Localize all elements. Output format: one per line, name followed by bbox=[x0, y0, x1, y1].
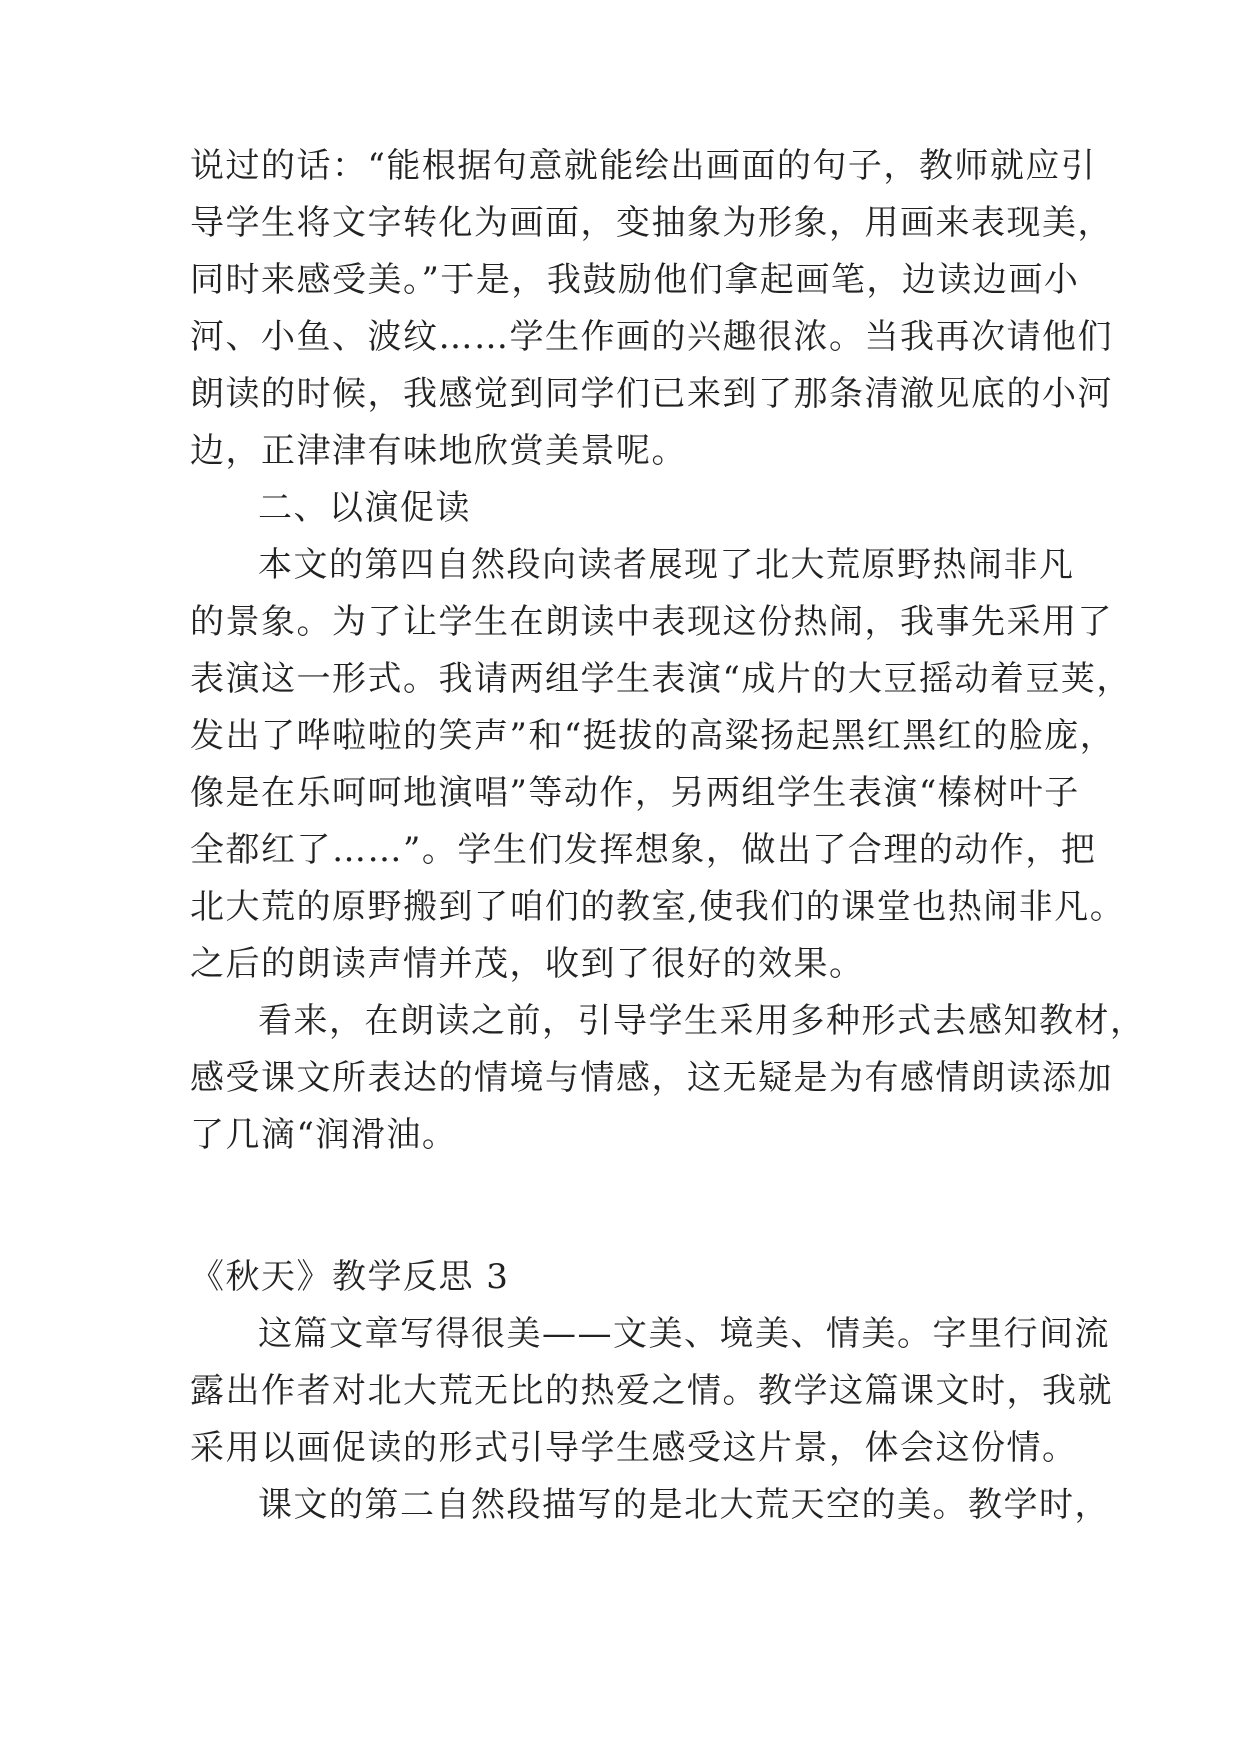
paragraph-line: 了几滴“润滑油。 bbox=[190, 1115, 458, 1155]
paragraph-line: 发出了哗啦啦的笑声”和“挺拔的高粱扬起黑红黑红的脸庞， bbox=[190, 716, 1116, 756]
paragraph-line: 边，正津津有味地欣赏美景呢。 bbox=[190, 431, 687, 471]
paragraph-line: 感受课文所表达的情境与情感，这无疑是为有感情朗读添加 bbox=[190, 1058, 1113, 1098]
paragraph-line: 北大荒的原野搬到了咱们的教室,使我们的课堂也热闹非凡。 bbox=[190, 887, 1126, 927]
paragraph-line: 这篇文章写得很美——文美、境美、情美。字里行间流 bbox=[258, 1314, 1110, 1354]
section-2 bbox=[190, 1249, 1113, 1534]
paragraph-line: 看来，在朗读之前，引导学生采用多种形式去感知教材， bbox=[258, 1001, 1146, 1041]
paragraph-line: 露出作者对北大荒无比的热爱之情。教学这篇课文时，我就 bbox=[190, 1371, 1113, 1411]
paragraph-line: 的景象。为了让学生在朗读中表现这份热闹，我事先采用了 bbox=[190, 602, 1113, 642]
paragraph-line: 导学生将文字转化为画面，变抽象为形象，用画来表现美， bbox=[190, 203, 1113, 243]
section-title: 《秋天》教学反思 3 bbox=[190, 1257, 510, 1297]
paragraph-line: 说过的话：“能根据句意就能绘出画面的句子，教师就应引 bbox=[190, 146, 1097, 186]
paragraph-line: 课文的第二自然段描写的是北大荒天空的美。教学时， bbox=[258, 1485, 1110, 1525]
paragraph-line: 像是在乐呵呵地演唱”等动作，另两组学生表演“榛树叶子 bbox=[190, 773, 1080, 813]
paragraph-line: 河、小鱼、波纹……学生作画的兴趣很浓。当我再次请他们 bbox=[190, 317, 1113, 357]
section-1-body bbox=[190, 138, 1146, 1164]
subheading-perform-reading: 二、以演促读 bbox=[258, 488, 471, 528]
paragraph-line: 表演这一形式。我请两组学生表演“成片的大豆摇动着豆荚， bbox=[190, 659, 1132, 699]
paragraph-line: 采用以画促读的形式引导学生感受这片景，体会这份情。 bbox=[190, 1428, 1078, 1468]
paragraph-line: 本文的第四自然段向读者展现了北大荒原野热闹非凡 bbox=[258, 545, 1075, 585]
paragraph-line: 之后的朗读声情并茂，收到了很好的效果。 bbox=[190, 944, 865, 984]
paragraph-line: 朗读的时候，我感觉到同学们已来到了那条清澈见底的小河 bbox=[190, 374, 1113, 414]
paragraph-line: 同时来感受美。”于是，我鼓励他们拿起画笔，边读边画小 bbox=[190, 260, 1080, 300]
paragraph-line: 全都红了……”。学生们发挥想象，做出了合理的动作，把 bbox=[190, 830, 1097, 870]
